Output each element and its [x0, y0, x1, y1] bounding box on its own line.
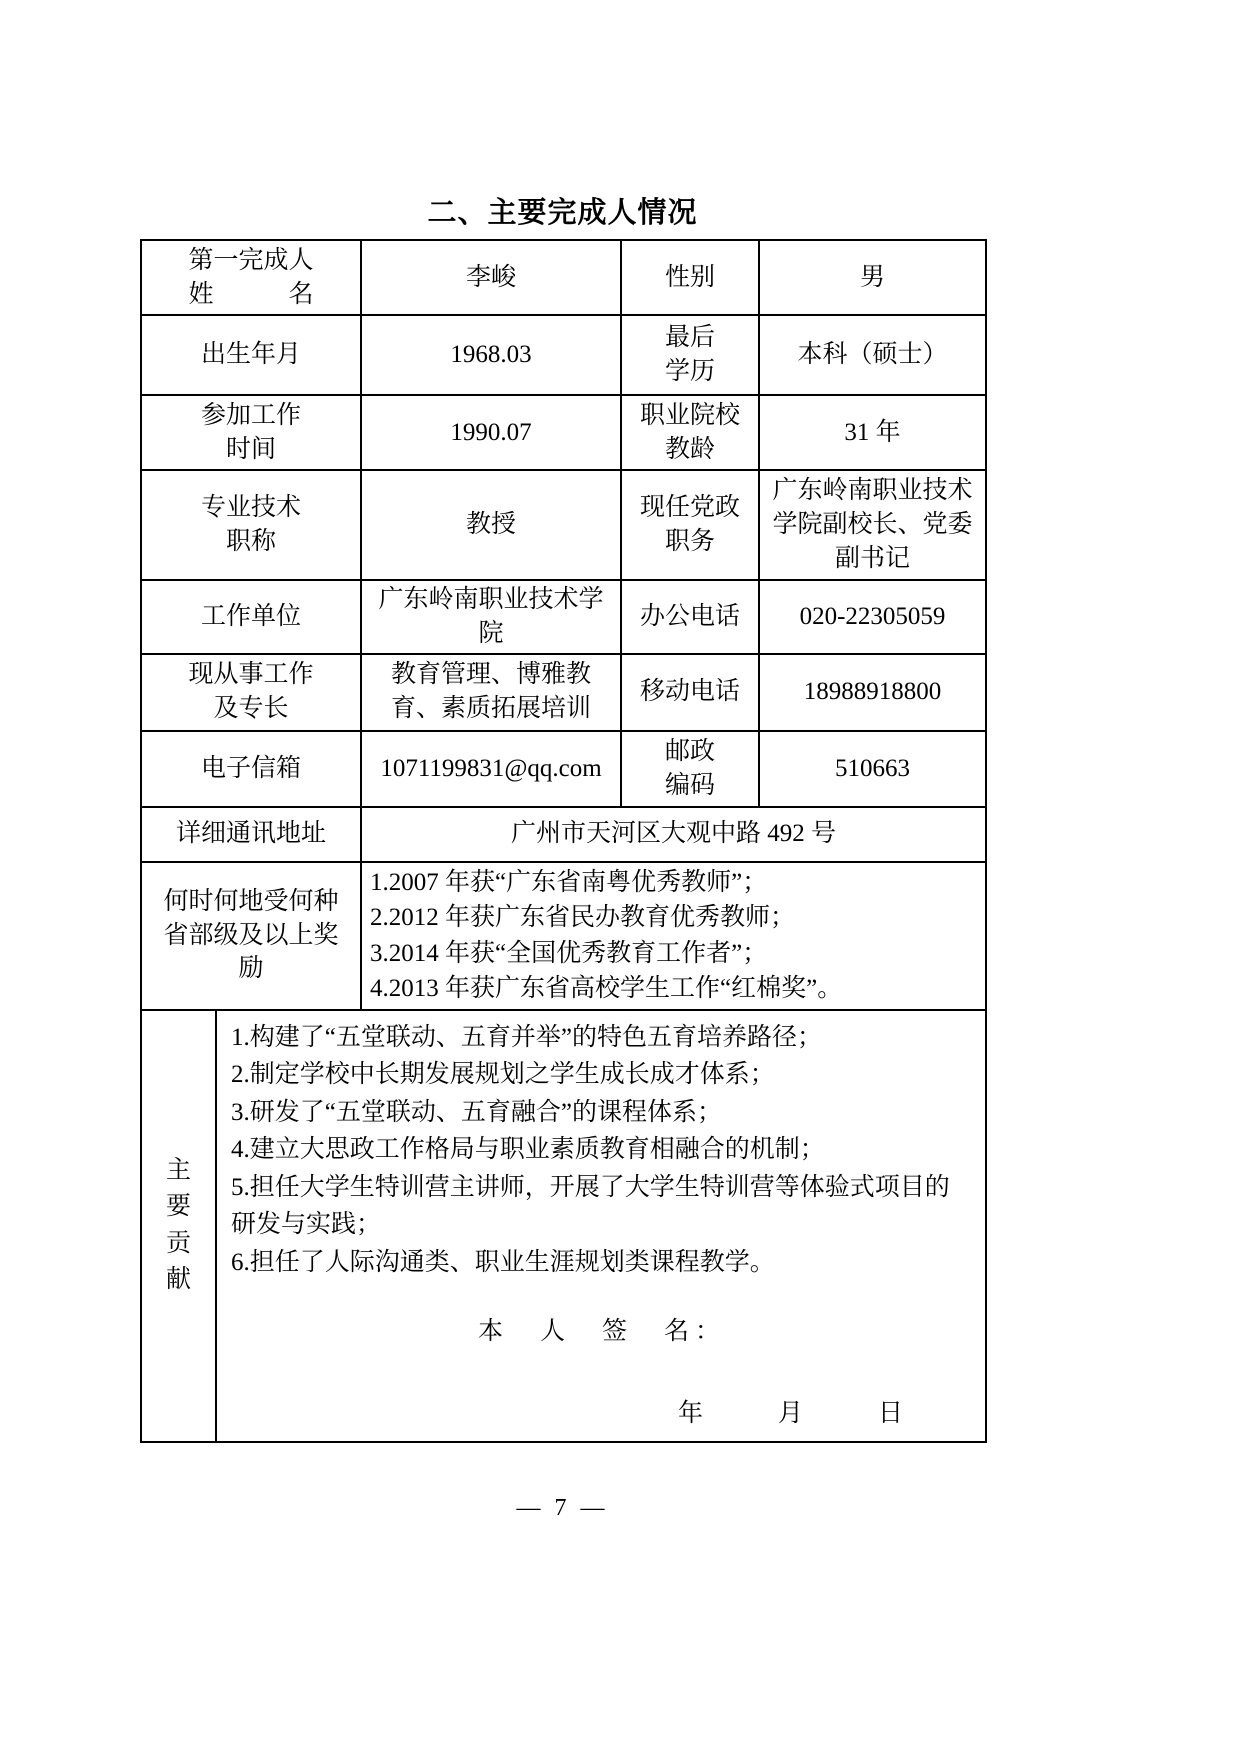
table-row: [141, 315, 986, 395]
table-row: [141, 807, 986, 862]
signature-line: 本 人 签 名：: [478, 1318, 727, 1345]
value-professional-title: 教授: [361, 470, 621, 580]
label-line: 时间: [226, 435, 277, 463]
label-final-education: [621, 315, 759, 395]
label-mobile-phone: 移动电话: [621, 654, 759, 731]
label-postal-code: [621, 731, 759, 807]
contribution-item: 2.制定学校中长期发展规划之学生成长成才体系；: [231, 1061, 775, 1088]
value-work-unit: 广东岭南职业技术学院: [361, 580, 621, 654]
label-office-phone: 办公电话: [621, 580, 759, 654]
label-line: 职称: [226, 528, 277, 555]
label-first-completer-name: [141, 240, 361, 315]
page-title: 二、主要完成人情况: [427, 197, 698, 229]
label-line: 参加工作: [201, 401, 302, 429]
vertical-label: 主要贡献: [165, 1157, 191, 1293]
value-office-phone: 020-22305059: [759, 580, 986, 654]
contribution-item: 1.构建了“五堂联动、五育并举”的特色五育培养路径；: [231, 1023, 822, 1051]
label-teaching-years: [621, 395, 759, 470]
label-line: 省部级及以上奖: [163, 921, 339, 949]
label-line: 专业技术: [201, 494, 302, 522]
value-name: 李峻: [361, 240, 621, 315]
label-line: 职业院校: [640, 401, 741, 429]
table-row: [141, 580, 986, 654]
label-line: 学历: [665, 358, 716, 385]
table-row: [141, 395, 986, 470]
label-line: 职务: [665, 528, 716, 555]
label-line: 何时何地受何种: [163, 887, 339, 915]
value-gender: 男: [759, 240, 986, 315]
value-postal-code: 510663: [759, 731, 986, 807]
value-birth-date: 1968.03: [361, 315, 621, 395]
label-line: 及专长: [213, 695, 289, 722]
page-number: — 7 —: [516, 1494, 609, 1521]
table-row: [141, 862, 986, 1010]
table-row: [141, 731, 986, 807]
label-line: 最后: [665, 324, 716, 352]
label-line: 编码: [665, 771, 716, 799]
value-work-start-time: 1990.07: [361, 395, 621, 470]
label-line: 励: [238, 955, 264, 983]
completer-info-table: [140, 239, 987, 1443]
value-teaching-years: 31 年: [759, 395, 986, 470]
label-line: 邮政: [665, 737, 716, 765]
award-item: 2.2012 年获广东省民办教育优秀教师；: [370, 904, 796, 931]
award-item: 3.2014 年获“全国优秀教育工作者”；: [370, 939, 768, 967]
label-current-position: [621, 470, 759, 580]
table-row: [141, 470, 986, 580]
value-final-education: 本科（硕士）: [759, 315, 986, 395]
label-line: 现任党政: [640, 494, 741, 522]
contribution-item: 5.担任大学生特训营主讲师，开展了大学生特训营等体验式项目的研发与实践；: [231, 1173, 950, 1238]
value-email: 1071199831@qq.com: [361, 731, 621, 807]
value-mobile-phone: 18988918800: [759, 654, 986, 731]
label-professional-title: [141, 470, 361, 580]
table-row: [141, 654, 986, 731]
table-row: [141, 1010, 986, 1442]
label-gender: 性别: [621, 240, 759, 315]
date-line: 年 月 日: [678, 1399, 904, 1427]
value-mailing-address: 广州市天河区大观中路 492 号: [361, 807, 986, 862]
label-mailing-address: 详细通讯地址: [141, 807, 361, 862]
value-current-work: 教育管理、博雅教育、素质拓展培训: [361, 654, 621, 731]
label-current-work: [141, 654, 361, 731]
award-item: 4.2013 年获广东省高校学生工作“红棉奖”。: [370, 975, 843, 1002]
contribution-list: [231, 1019, 973, 1282]
label-email: 电子信箱: [141, 731, 361, 807]
value-awards: [361, 862, 986, 1010]
contribution-item: 4.建立大思政工作格局与职业素质教育相融合的机制；: [231, 1136, 825, 1163]
label-main-contributions: [141, 1010, 216, 1442]
value-main-contributions: [216, 1010, 986, 1442]
label-line: 教龄: [665, 435, 716, 463]
label-line: 现从事工作: [188, 661, 314, 689]
award-item: 1.2007 年获“广东省南粤优秀教师”；: [370, 868, 768, 896]
document-content: [140, 0, 985, 1443]
value-current-position: 广东岭南职业技术学院副校长、党委副书记: [759, 470, 986, 580]
label-awards: [141, 862, 361, 1010]
label-work-unit: 工作单位: [141, 580, 361, 654]
label-work-start-time: [141, 395, 361, 470]
label-birth-date: 出生年月: [141, 315, 361, 395]
contribution-item: 6.担任了人际沟通类、职业生涯规划类课程教学。: [231, 1248, 775, 1276]
contribution-item: 3.研发了“五堂联动、五育融合”的课程体系；: [231, 1098, 722, 1126]
label-line: 第一完成人: [188, 246, 314, 274]
table-row: [141, 240, 986, 315]
label-line: 姓 名: [188, 280, 314, 308]
